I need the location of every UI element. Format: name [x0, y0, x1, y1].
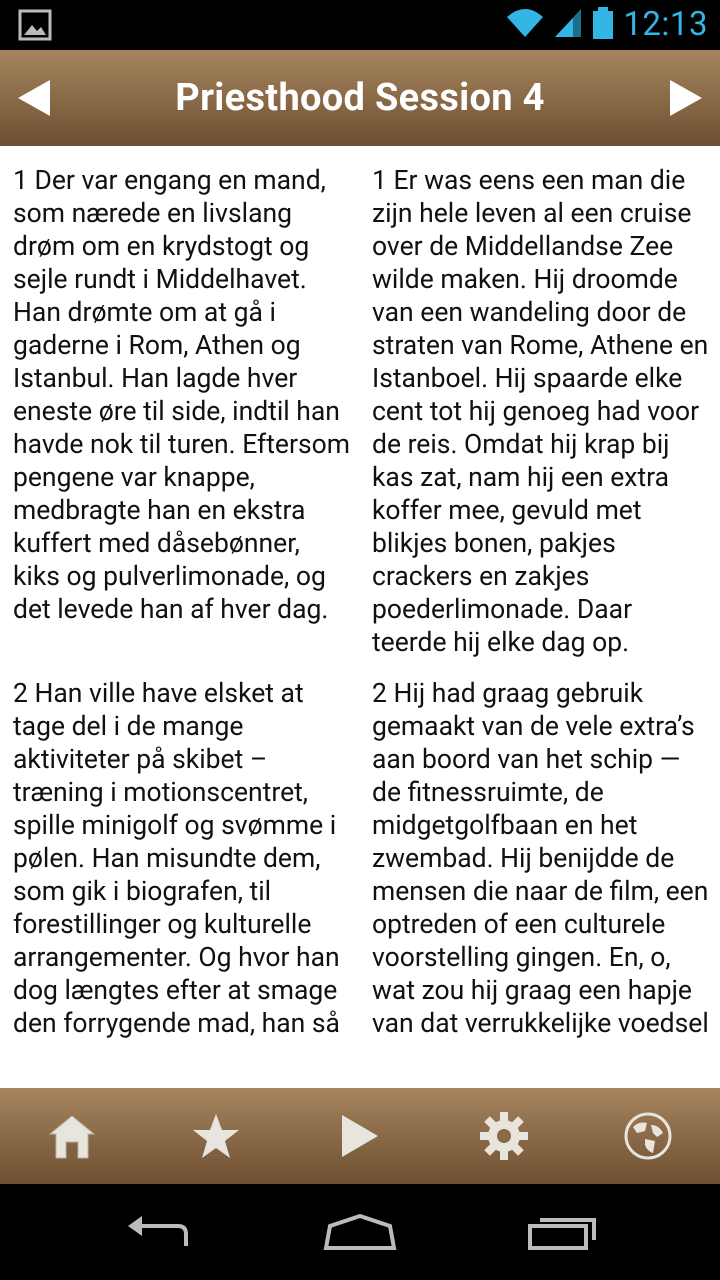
image-notification-icon	[18, 9, 52, 45]
bottom-toolbar	[0, 1088, 720, 1184]
paragraph-row	[0, 146, 720, 659]
dutch-paragraph: 1 Er was eens een man die zijn hele leven al een cruise over de Middellandse Zee wilde maken. Hij droomde van een wandeling door de straten van Rome, Athene en Istanboel. Hij spaarde elke cent tot hij genoeg had voor de reis. Omdat hij krap bij kas zat, nam hij een extra koffer mee, gevuld met blikjes bonen, pakjes crackers en zakjes poederlimonade. Daar teerde hij elke dag op.	[372, 165, 709, 658]
paragraph-row	[0, 659, 720, 1040]
play-icon	[340, 1113, 380, 1159]
parallel-text-content[interactable]	[0, 146, 720, 1088]
battery-icon	[591, 6, 615, 44]
gear-icon	[479, 1111, 529, 1161]
star-icon	[191, 1112, 241, 1160]
system-nav-bar	[0, 1184, 720, 1280]
wifi-icon	[505, 7, 545, 43]
language-button[interactable]	[612, 1100, 684, 1172]
globe-icon	[623, 1111, 673, 1161]
favorites-button[interactable]	[180, 1100, 252, 1172]
next-arrow-icon[interactable]	[668, 78, 704, 122]
dutch-paragraph: 2 Hij had graag gebruik gemaakt van de vele extra’s aan boord van het schip — de fitnessruimte, de midgetgolfbaan en het zwembad. Hij benijdde de mensen die naar de film, een optreden of een culturele voorstelling gingen. En, o, wat zou hij graag een hapje van dat verrukkelijke voedsel	[372, 678, 709, 1039]
page-title: Priesthood Session 4	[175, 76, 545, 120]
recent-apps-icon[interactable]	[526, 1212, 598, 1256]
signal-icon	[553, 7, 583, 43]
danish-paragraph: 2 Han ville have elsket at tage del i de mange aktiviteter på skibet – træning i motionscentret, spille minigolf og svømme i pølen. Han misundte dem, som gik i biografen, til forestillinger og kulturelle arrangementer. Og hvor han dog længtes efter at smage den forrygende mad, han så	[13, 678, 340, 1039]
clock: 12:13	[623, 5, 708, 44]
back-icon[interactable]	[124, 1212, 196, 1256]
title-bar	[0, 50, 720, 146]
home-nav-icon[interactable]	[322, 1212, 398, 1256]
play-button[interactable]	[324, 1100, 396, 1172]
status-bar	[0, 0, 720, 50]
settings-button[interactable]	[468, 1100, 540, 1172]
home-button[interactable]	[36, 1100, 108, 1172]
danish-paragraph: 1 Der var engang en mand, som nærede en livslang drøm om en krydstogt og sejle rundt i Middelhavet. Han drømte om at gå i gaderne i Rom, Athen og Istanbul. Han lagde hver eneste øre til side, indtil han havde nok til turen. Eftersom pengene var knappe, medbragte han en ekstra kuffert med dåsebønner, kiks og pulverlimonade, og det levede han af hver dag.	[13, 165, 350, 625]
previous-arrow-icon[interactable]	[16, 78, 52, 122]
home-icon	[48, 1112, 96, 1160]
